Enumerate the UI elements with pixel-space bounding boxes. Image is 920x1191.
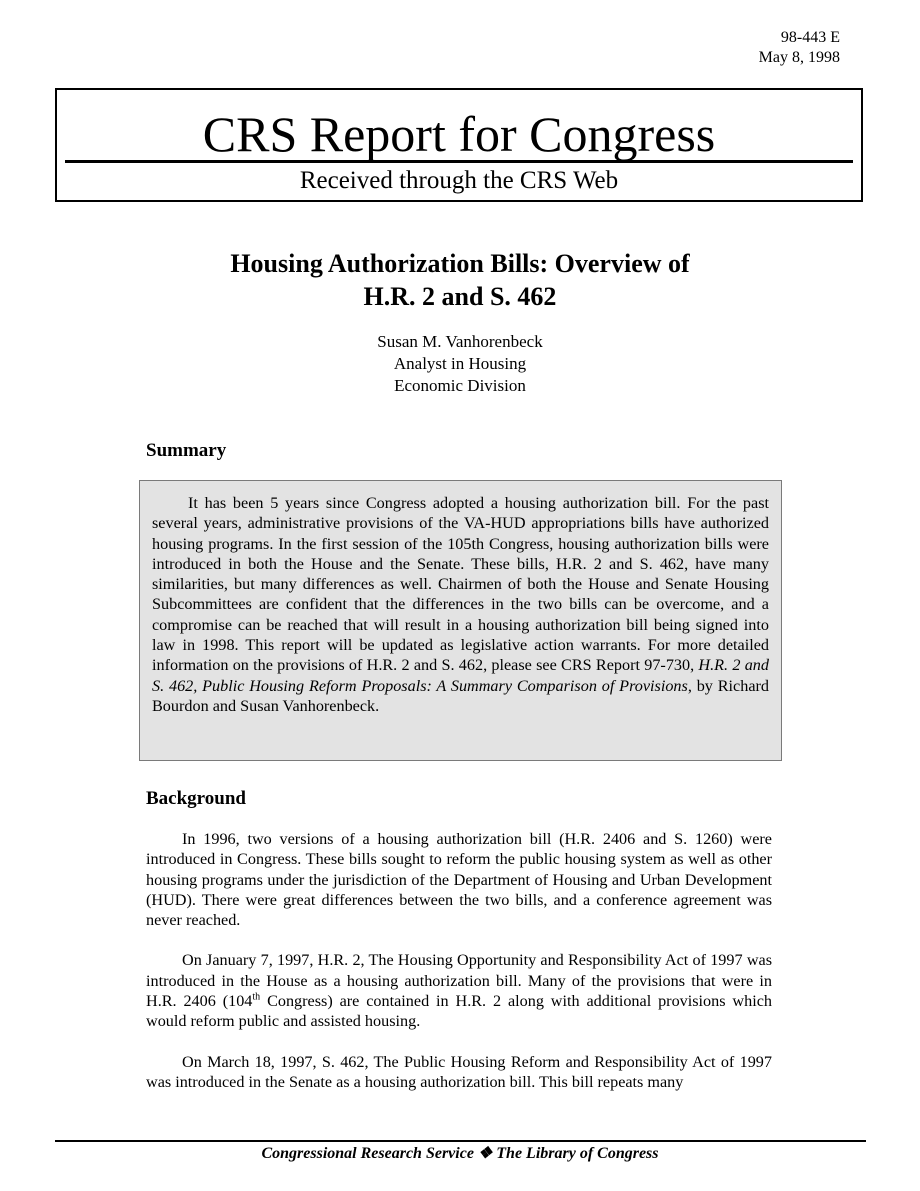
ordinal-superscript: th (252, 991, 261, 1003)
background-paragraph-3: On March 18, 1997, S. 462, The Public Housing Reform and Responsibility Act of 1997 was introduced in the Senate as a housing authorization bill. This bill repeats many (146, 1052, 772, 1091)
background-paragraph-2 (146, 950, 772, 1031)
author-name: Susan M. Vanhorenbeck (377, 332, 543, 351)
summary-heading: Summary (146, 440, 227, 461)
author-title: Analyst in Housing (393, 354, 527, 373)
footer-left-text: Congressional Research Service (261, 1145, 474, 1162)
summary-box (139, 480, 782, 761)
summary-paragraph (152, 493, 769, 716)
background-body (146, 829, 772, 1092)
background-paragraph-1: In 1996, two versions of a housing authorization bill (H.R. 2406 and S. 1260) were introduced in Congress. These bills sought to reform the public housing system as well as other housing programs under the jurisdiction of the Department of Housing and Urban Development (HUD). There were great differences between the two bills, and a conference agreement was never reached. (146, 830, 772, 930)
page-footer (0, 1144, 920, 1164)
header-divider (65, 160, 853, 163)
background-p2-text-2: Congress) are contained in H.R. 2 along with additional provisions which would reform public and assisted housing. (146, 992, 772, 1031)
report-date: May 8, 1998 (758, 49, 840, 66)
report-header-box (55, 88, 863, 202)
document-title (0, 247, 920, 313)
summary-text-2: , by Richard Bourdon and Susan Vanhorenbeck. (152, 676, 769, 715)
background-heading: Background (146, 788, 246, 809)
footer-separator-icon: ❖ (477, 1145, 493, 1162)
footer-divider (55, 1140, 866, 1142)
document-title-line-2: H.R. 2 and S. 462 (363, 282, 557, 311)
report-number: 98-443 E (780, 29, 840, 46)
author-division: Economic Division (394, 376, 526, 395)
report-reference (759, 28, 840, 68)
report-header-subtitle: Received through the CRS Web (299, 167, 619, 194)
summary-cited-report-title: H.R. 2 and S. 462, Public Housing Reform Proposals: A Summary Comparison of Provisions (152, 656, 769, 695)
background-p2-text-1: On January 7, 1997, H.R. 2, The Housing Opportunity and Responsibility Act of 1997 was introduced in the House as a housing authorization bill. Many of the provisions that were in H.R. 2406 (104 (146, 951, 772, 1011)
summary-text-1: It has been 5 years since Congress adopted a housing authorization bill. For the past several years, administrative provisions of the VA-HUD appropriations bills have authorized housing programs. In the first session of the 105th Congress, housing authorization bills were introduced in both the House and the Senate. These bills, H.R. 2 and S. 462, have many similarities, but many differences as well. Chairmen of both the House and Senate Housing Subcommittees are confident that the differences in the two bills can be overcome, and a compromise can be reached that will result in a housing authorization bill being signed into law in 1998. This report will be updated as legislative action warrants. For more detailed information on the provisions of H.R. 2 and S. 462, please see CRS Report 97-730, (152, 494, 769, 675)
footer-right-text: The Library of Congress (496, 1145, 659, 1162)
author-block (0, 331, 920, 397)
document-title-line-1: Housing Authorization Bills: Overview of (230, 249, 690, 278)
report-header-title: CRS Report for Congress (202, 106, 716, 162)
